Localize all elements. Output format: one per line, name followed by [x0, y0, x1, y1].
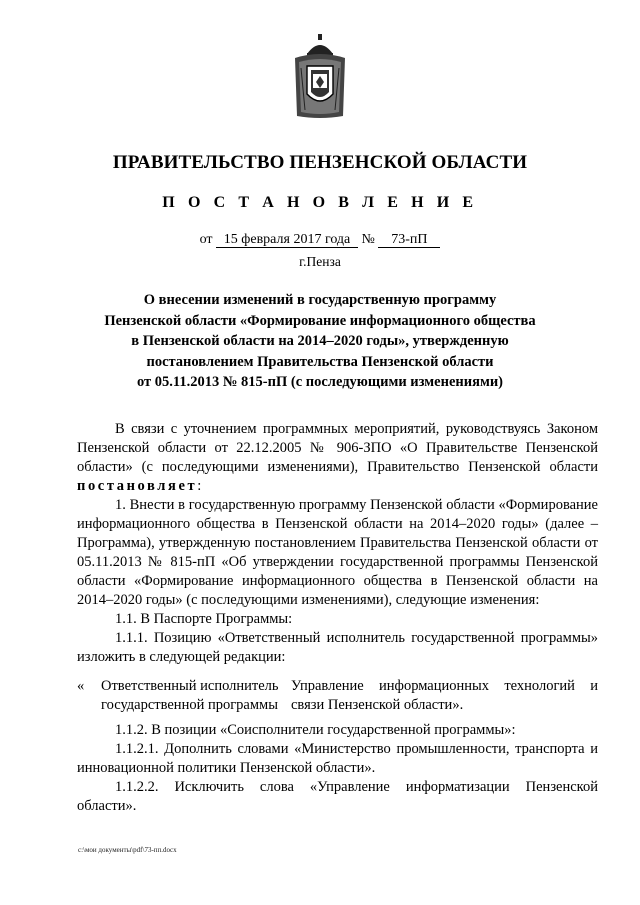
file-path-footer: c:\мои документы\pdf\73-пп.docx — [78, 846, 177, 854]
date-number-line — [0, 232, 640, 248]
paragraph-1-1-1: 1.1.1. Позицию «Ответственный исполнитель государственной программы» изложить в следующей редакции: — [77, 630, 598, 665]
paragraph-1-1-2-2: 1.1.2.2. Исключить слова «Управление информатизации Пензенской области». — [77, 779, 598, 814]
table-right-cell: Управление информационных технологий и связи Пензенской области». — [291, 678, 598, 713]
document-number: 73-пП — [378, 232, 440, 248]
title-line: О внесении изменений в государственную программу — [143, 292, 497, 308]
title-line: Пензенской области «Формирование информационного общества — [104, 312, 536, 329]
title-line: от 05.11.2013 № 815-пП (с последующими изменениями) — [136, 374, 504, 390]
paragraph-1-1-2-1: 1.1.2.1. Дополнить словами «Министерство промышленности, транспорта и инновационной политики Пензенской области». — [77, 741, 598, 776]
government-name: ПРАВИТЕЛЬСТВО ПЕНЗЕНСКОЙ ОБЛАСТИ — [112, 152, 528, 173]
intro-paragraph: В связи с уточнением программных мероприятий, руководствуясь Законом Пензенской области от 22.12.2005 № 906-ЗПО «О Правительстве Пензенской области» (с последующими изменениями), Правительство Пензенской области постановляет: — [77, 421, 598, 494]
city: г.Пенза — [299, 254, 341, 269]
number-prefix: № — [361, 232, 375, 247]
document-type: П О С Т А Н О В Л Е Н И Е — [162, 194, 478, 211]
paragraph-1-1: 1.1. В Паспорте Программы: — [115, 611, 293, 627]
table-quote: « — [77, 678, 85, 694]
title-line: в Пензенской области на 2014–2020 годы», утвержденную — [131, 333, 509, 349]
paragraph-1-1-2: 1.1.2. В позиции «Соисполнители государственной программы»: — [115, 722, 516, 738]
document-title — [80, 290, 560, 393]
coat-of-arms-icon — [293, 34, 347, 120]
decree-word: постановляет — [77, 478, 198, 494]
date-prefix: от — [199, 232, 213, 247]
document-date: 15 февраля 2017 года — [216, 232, 358, 248]
position-table — [77, 677, 598, 715]
table-left-cell: Ответственный исполнитель государственной программы — [101, 678, 279, 713]
title-line: постановлением Правительства Пензенской области — [146, 353, 494, 370]
paragraph-1: 1. Внести в государственную программу Пензенской области «Формирование информационного общества в Пензенской области на 2014–2020 годы» (далее – Программа), утвержденную постановлением Правительства Пензенской области от 05.11.2013 № 815-пП «Об утверждении государственной программы Пензенской области «Формирование информационного общества в Пензенской области на 2014–2020 годы» (с последующими изменениями), следующие изменения: — [77, 497, 598, 608]
document-body — [77, 420, 598, 816]
